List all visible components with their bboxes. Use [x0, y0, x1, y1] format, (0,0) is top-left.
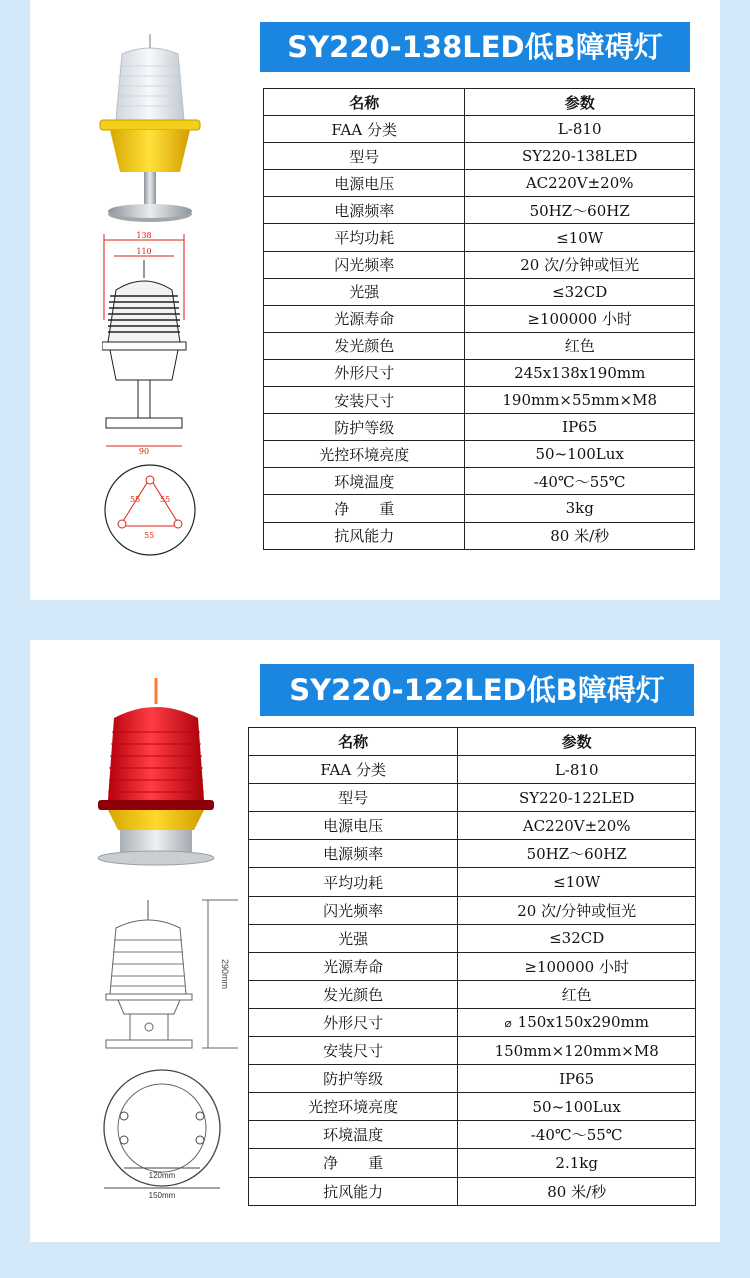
- header-param: 参数: [465, 89, 695, 116]
- spec-value: -40℃～55℃: [530, 1126, 623, 1145]
- table-row: [264, 251, 695, 278]
- spec-value: 20 次/分钟或恒光: [520, 256, 640, 275]
- dimension-drawing-138: [102, 230, 222, 460]
- header-name: 名称: [249, 728, 458, 756]
- spec-value-cell: [465, 414, 695, 441]
- table-row: [264, 387, 695, 414]
- spec-value-cell: [465, 522, 695, 549]
- table-row: [249, 1149, 696, 1177]
- table-row: [249, 812, 696, 840]
- spec-name-cell: 环境温度: [264, 468, 465, 495]
- spec-value: ≥100000 小时: [527, 310, 632, 329]
- spec-name-cell: 环境温度: [249, 1121, 458, 1149]
- product-title: SY220-138LED低B障碍灯: [260, 22, 690, 72]
- spec-name-cell: 电源电压: [249, 812, 458, 840]
- spec-value: 2.1kg: [555, 1153, 598, 1172]
- table-row: [249, 1008, 696, 1036]
- spec-name-cell: 净 重: [264, 495, 465, 522]
- spec-value-cell: [465, 197, 695, 224]
- spec-value: 150mm×120mm×M8: [494, 1041, 659, 1060]
- spec-value-cell: [458, 1149, 696, 1177]
- diameter-symbol: ⌀: [504, 1016, 512, 1031]
- dim-inner: 120mm: [148, 1171, 176, 1180]
- spec-value-cell: [458, 1008, 696, 1036]
- spec-value-cell: [465, 332, 695, 359]
- table-row: [249, 784, 696, 812]
- spec-name-cell: 净 重: [249, 1149, 458, 1177]
- spec-value-cell: [465, 305, 695, 332]
- table-row: [264, 278, 695, 305]
- spec-name-cell: FAA 分类: [249, 756, 458, 784]
- spec-value-cell: [458, 1065, 696, 1093]
- table-row: [249, 1065, 696, 1093]
- table-row: [249, 1177, 696, 1205]
- spec-value-cell: [458, 756, 696, 784]
- spec-value: ≤10W: [556, 228, 604, 247]
- spec-value: ≤32CD: [549, 929, 605, 948]
- spec-value: 50HZ～60HZ: [526, 845, 627, 864]
- spec-value: 50~100Lux: [535, 445, 624, 464]
- spec-name-cell: 电源电压: [264, 170, 465, 197]
- table-row: [249, 1093, 696, 1121]
- spec-name-cell: 发光颜色: [249, 980, 458, 1008]
- spec-value-cell: [465, 143, 695, 170]
- spec-value: 20 次/分钟或恒光: [517, 901, 637, 920]
- spec-table: [248, 727, 696, 1206]
- table-row: [264, 305, 695, 332]
- dimension-drawing-122: [104, 896, 244, 1056]
- table-row: [249, 1037, 696, 1065]
- spec-name-cell: 光强: [249, 924, 458, 952]
- spec-name-cell: 抗风能力: [264, 522, 465, 549]
- spec-value-cell: [465, 170, 695, 197]
- spec-name-cell: 型号: [264, 143, 465, 170]
- spec-value-cell: [465, 441, 695, 468]
- table-row: [249, 1121, 696, 1149]
- dim-110: 110: [136, 247, 152, 256]
- spec-name-cell: 防护等级: [249, 1065, 458, 1093]
- table-row: [249, 840, 696, 868]
- base-plate-view-122: [100, 1068, 230, 1200]
- spec-value: ≤10W: [553, 873, 601, 892]
- product-card-138: [30, 0, 720, 600]
- spec-name-cell: 防护等级: [264, 414, 465, 441]
- spec-value: AC220V±20%: [525, 174, 634, 193]
- spec-value-cell: [458, 784, 696, 812]
- spec-value: 150x150x290mm: [517, 1013, 649, 1032]
- header-param: 参数: [458, 728, 696, 756]
- table-row: [264, 522, 695, 549]
- spec-value: IP65: [562, 418, 598, 437]
- spec-name-cell: 光强: [264, 278, 465, 305]
- spec-value-cell: [458, 1037, 696, 1065]
- hole-dim-b: 55: [160, 495, 171, 504]
- spec-value: L-810: [557, 120, 602, 139]
- spec-value-cell: [458, 924, 696, 952]
- spec-name-cell: FAA 分类: [264, 116, 465, 143]
- spec-value: 50HZ～60HZ: [529, 201, 630, 220]
- spec-value: 245x138x190mm: [514, 363, 646, 382]
- spec-value: L-810: [554, 760, 599, 779]
- spec-value: 190mm×55mm×M8: [502, 391, 658, 410]
- spec-name-cell: 闪光频率: [249, 896, 458, 924]
- spec-name-cell: 光控环境亮度: [249, 1093, 458, 1121]
- product-card-122: [30, 640, 720, 1242]
- height-dimension: 290mm: [220, 958, 230, 990]
- spec-value-cell: [458, 1177, 696, 1205]
- table-row: [249, 980, 696, 1008]
- spec-value: 红色: [564, 337, 595, 356]
- table-row: [249, 952, 696, 980]
- table-header-row: [264, 89, 695, 116]
- table-row: [264, 116, 695, 143]
- spec-name-cell: 外形尺寸: [249, 1008, 458, 1036]
- spec-value-cell: [458, 896, 696, 924]
- spec-name-cell: 发光颜色: [264, 332, 465, 359]
- spec-value-cell: [465, 116, 695, 143]
- product-photo-122: [96, 678, 218, 868]
- spec-value-cell: [458, 1121, 696, 1149]
- spec-value-cell: [458, 812, 696, 840]
- table-header-row: [249, 728, 696, 756]
- spec-value: ≤32CD: [552, 282, 608, 301]
- spec-value: 80 米/秒: [550, 527, 610, 546]
- hole-dim-a: 55: [130, 495, 141, 504]
- table-row: [264, 468, 695, 495]
- spec-value: SY220-122LED: [518, 788, 635, 807]
- spec-name-cell: 电源频率: [264, 197, 465, 224]
- spec-name-cell: 平均功耗: [264, 224, 465, 251]
- spec-value-cell: [458, 868, 696, 896]
- spec-name-cell: 光源寿命: [249, 952, 458, 980]
- base-hole-pattern-138: [102, 462, 198, 558]
- spec-value-cell: [465, 359, 695, 386]
- spec-value-cell: [465, 278, 695, 305]
- table-row: [264, 224, 695, 251]
- table-row: [264, 170, 695, 197]
- spec-name-cell: 闪光频率: [264, 251, 465, 278]
- spec-name-cell: 安装尺寸: [264, 387, 465, 414]
- spec-name-cell: 平均功耗: [249, 868, 458, 896]
- spec-value-cell: [465, 468, 695, 495]
- spec-name-cell: 外形尺寸: [264, 359, 465, 386]
- spec-value: 红色: [561, 985, 592, 1004]
- spec-value-cell: [465, 387, 695, 414]
- spec-name-cell: 电源频率: [249, 840, 458, 868]
- spec-value-cell: [458, 980, 696, 1008]
- dim-138: 138: [136, 231, 152, 240]
- table-row: [264, 495, 695, 522]
- spec-value-cell: [465, 251, 695, 278]
- spec-name-cell: 型号: [249, 784, 458, 812]
- spec-value: -40℃～55℃: [533, 472, 626, 491]
- product-photo-138: [92, 32, 212, 227]
- spec-value: 80 米/秒: [547, 1182, 607, 1201]
- spec-value: ≥100000 小时: [524, 957, 629, 976]
- spec-value: SY220-138LED: [521, 147, 638, 166]
- spec-name-cell: 光源寿命: [264, 305, 465, 332]
- hole-dim-c: 55: [144, 531, 155, 540]
- spec-value-cell: [458, 840, 696, 868]
- dim-outer: 150mm: [148, 1191, 176, 1200]
- dim-90: 90: [138, 447, 150, 456]
- spec-table: [263, 88, 695, 550]
- spec-value: 50~100Lux: [532, 1097, 621, 1116]
- table-row: [249, 924, 696, 952]
- table-row: [249, 896, 696, 924]
- table-row: [264, 359, 695, 386]
- spec-name-cell: 光控环境亮度: [264, 441, 465, 468]
- spec-value: AC220V±20%: [522, 816, 631, 835]
- spec-value-cell: [458, 952, 696, 980]
- product-title: SY220-122LED低B障碍灯: [260, 664, 694, 716]
- spec-value: IP65: [559, 1069, 595, 1088]
- spec-value-cell: [465, 224, 695, 251]
- table-row: [264, 332, 695, 359]
- spec-value-cell: [458, 1093, 696, 1121]
- table-row: [249, 868, 696, 896]
- spec-name-cell: 安装尺寸: [249, 1037, 458, 1065]
- spec-name-cell: 抗风能力: [249, 1177, 458, 1205]
- header-name: 名称: [264, 89, 465, 116]
- spec-value-cell: [465, 495, 695, 522]
- table-row: [264, 143, 695, 170]
- table-row: [264, 414, 695, 441]
- table-row: [249, 756, 696, 784]
- table-row: [264, 197, 695, 224]
- table-row: [264, 441, 695, 468]
- spec-value: 3kg: [565, 499, 594, 518]
